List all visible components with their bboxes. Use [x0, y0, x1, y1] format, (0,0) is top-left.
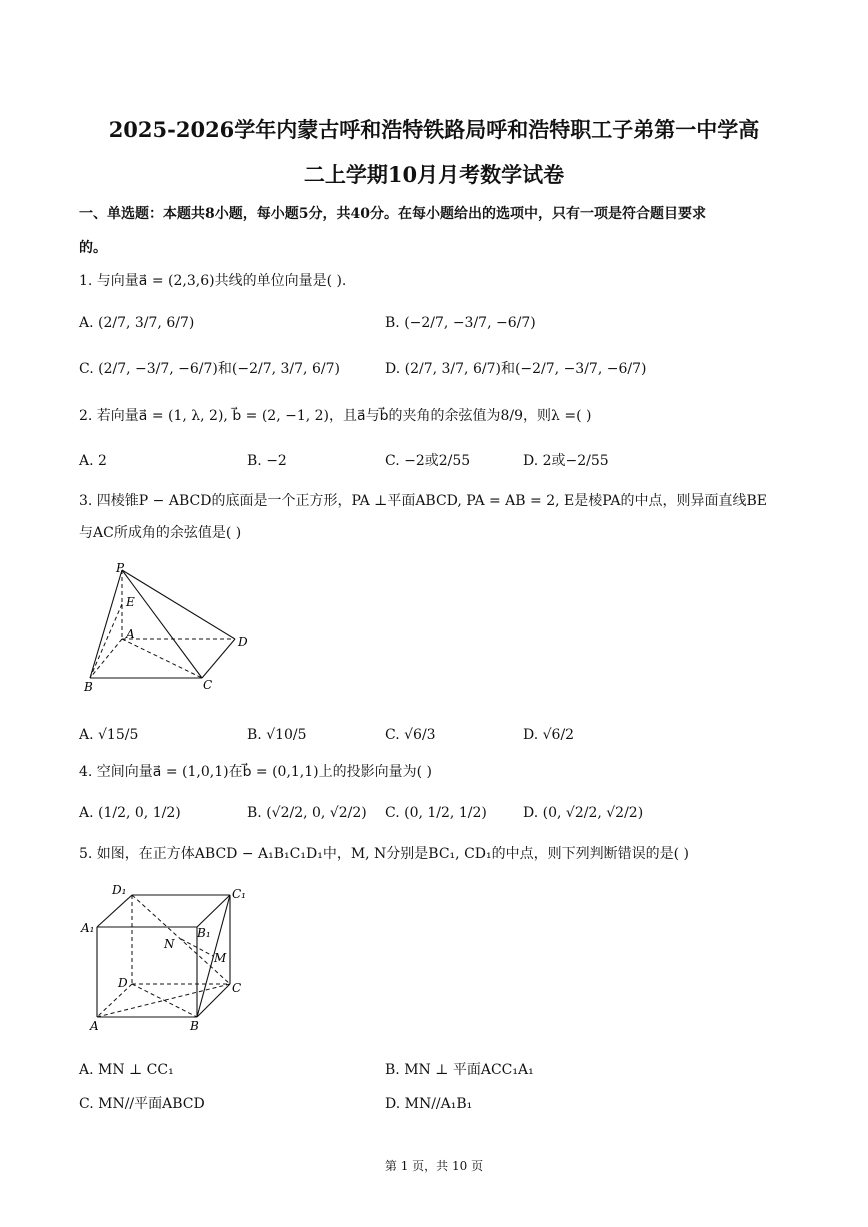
- exam-title-line2: 二上学期10月月考数学试卷: [303, 162, 565, 187]
- q5-option-d: D. MN//A₁B₁: [385, 1096, 473, 1112]
- label-A1: A₁: [81, 921, 95, 935]
- q3-stem-2: 与AC所成角的余弦值是( ): [79, 525, 242, 541]
- q4-option-b: B. (√2/2, 0, √2/2): [247, 805, 367, 821]
- page-footer: 第 1 页，共 10 页: [384, 1159, 484, 1173]
- label-C1: C₁: [232, 887, 246, 901]
- q3-option-d: D. √6/2: [523, 727, 575, 743]
- label-A: A: [126, 627, 135, 641]
- label-D: D: [118, 976, 128, 990]
- label-N: N: [164, 937, 175, 951]
- pyramid-figure: [80, 562, 260, 697]
- q3-option-b: B. √10/5: [247, 727, 307, 743]
- label-D: D: [238, 635, 248, 649]
- q4-option-c: C. (0, 1/2, 1/2): [385, 805, 487, 821]
- label-E: E: [126, 595, 135, 609]
- q4-option-d: D. (0, √2/2, √2/2): [523, 805, 644, 821]
- label-B: B: [190, 1019, 199, 1033]
- q2-option-c: C. −2或2/55: [385, 453, 471, 469]
- q5-option-b: B. MN ⊥ 平面ACC₁A₁: [385, 1062, 534, 1078]
- q5-option-a: A. MN ⊥ CC₁: [79, 1062, 174, 1078]
- q2-stem: 2. 若向量a⃗ = (1, λ, 2), b⃗ = (2, −1, 2)，且a⃗与b⃗的夹角的余弦值为8/9，则λ =( ): [79, 408, 592, 424]
- q3-option-a: A. √15/5: [79, 727, 139, 743]
- label-P: P: [116, 561, 125, 575]
- q1-option-b: B. (−2/7, −3/7, −6/7): [385, 315, 536, 331]
- section-heading-cont: 的。: [79, 240, 107, 256]
- label-B: B: [84, 680, 93, 694]
- q4-stem: 4. 空间向量a⃗ = (1,0,1)在b⃗ = (0,1,1)上的投影向量为( ): [79, 764, 433, 780]
- q4-option-a: A. (1/2, 0, 1/2): [79, 805, 181, 821]
- label-D1: D₁: [112, 883, 127, 897]
- exam-title-line1: 2025-2026学年内蒙古呼和浩特铁路局呼和浩特职工子弟第一中学高: [108, 117, 760, 142]
- q1-option-c: C. (2/7, −3/7, −6/7)和(−2/7, 3/7, 6/7): [79, 361, 340, 377]
- cube-figure: [80, 880, 255, 1040]
- q1-option-d: D. (2/7, 3/7, 6/7)和(−2/7, −3/7, −6/7): [385, 361, 647, 377]
- q3-stem-1: 3. 四棱锥P − ABCD的底面是一个正方形，PA ⊥平面ABCD, PA = AB = 2, E是棱PA的中点，则异面直线BE: [79, 493, 767, 509]
- q5-option-c: C. MN//平面ABCD: [79, 1096, 205, 1112]
- q2-option-a: A. 2: [79, 453, 107, 469]
- label-M: M: [214, 951, 227, 965]
- label-C: C: [232, 981, 242, 995]
- section-heading: 一、单选题：本题共8小题，每小题5分，共40分。在每小题给出的选项中，只有一项是符合题目要求: [79, 206, 706, 222]
- label-A: A: [90, 1019, 99, 1033]
- q3-option-c: C. √6/3: [385, 727, 436, 743]
- q5-stem: 5. 如图，在正方体ABCD − A₁B₁C₁D₁中，M, N分别是BC₁, CD₁的中点，则下列判断错误的是( ): [79, 846, 689, 862]
- q2-option-b: B. −2: [247, 453, 287, 469]
- q1-option-a: A. (2/7, 3/7, 6/7): [79, 315, 195, 331]
- q2-option-d: D. 2或−2/55: [523, 453, 609, 469]
- label-C: C: [203, 678, 213, 692]
- label-B1: B₁: [197, 926, 211, 940]
- q1-stem: 1. 与向量a⃗ = (2,3,6)共线的单位向量是( ).: [79, 273, 347, 289]
